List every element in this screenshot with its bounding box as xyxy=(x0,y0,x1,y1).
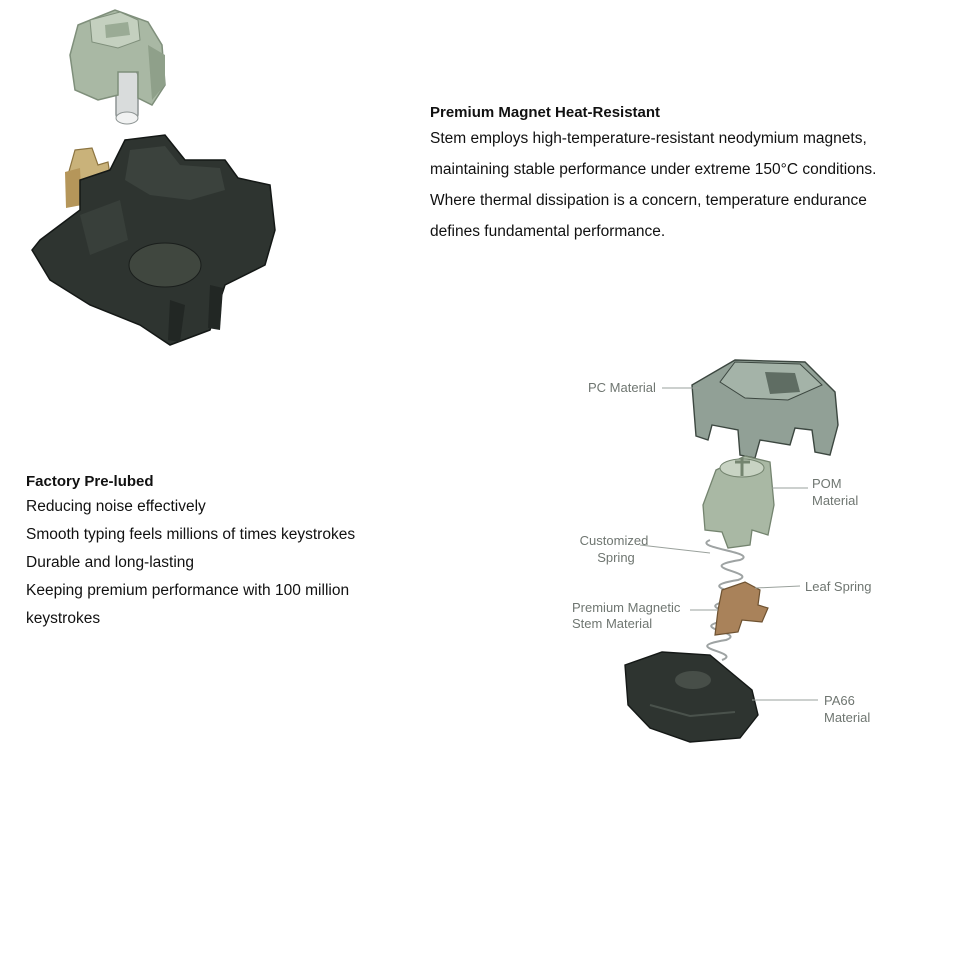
feature-magnet-line: Where thermal dissipation is a concern, temperature endurance xyxy=(430,192,867,209)
spring-leader xyxy=(640,545,710,553)
feature-lube-line: keystrokes xyxy=(26,610,101,627)
feature-magnet-line: defines fundamental performance. xyxy=(430,223,666,240)
leaf-spring-icon xyxy=(715,582,768,635)
feature-lube-line: Keeping premium performance with 100 million xyxy=(26,582,350,599)
feature-magnet-heading: Premium Magnet Heat-Resistant xyxy=(430,104,661,121)
feature-magnet-line: Stem employs high-temperature-resistant neodymium magnets, xyxy=(430,130,867,147)
label-magnetic-line2: Stem Material xyxy=(572,616,653,631)
label-pom-line1: POM xyxy=(812,476,842,491)
leaf-spring-leader xyxy=(755,586,800,588)
feature-lube-heading: Factory Pre-lubed xyxy=(26,473,154,490)
bottom-housing-icon xyxy=(32,135,275,345)
switch-render-partial xyxy=(20,0,320,350)
label-spring-line1: Customized xyxy=(579,533,649,548)
label-pa66-line1: PA66 xyxy=(824,693,855,708)
feature-magnet-line: maintaining stable performance under extreme 150°C conditions. xyxy=(430,161,877,178)
top-housing-icon xyxy=(692,360,838,458)
exploded-switch-diagram xyxy=(540,340,960,760)
label-pc-material: PC Material xyxy=(588,380,656,395)
magnet-shaft-icon xyxy=(116,70,138,124)
feature-lube-line: Smooth typing feels millions of times keystrokes xyxy=(26,526,356,543)
label-pom-line2: Material xyxy=(812,493,859,508)
label-leaf-spring: Leaf Spring xyxy=(805,579,872,594)
label-magnetic-line1: Premium Magnetic xyxy=(572,600,681,615)
feature-lube-line: Durable and long-lasting xyxy=(26,554,195,571)
feature-lube-line: Reducing noise effectively xyxy=(26,498,206,515)
feature-lube-block xyxy=(26,473,386,633)
bottom-housing-icon xyxy=(625,652,758,742)
stem-icon xyxy=(703,456,774,548)
label-spring-line2: Spring xyxy=(597,550,635,565)
label-pa66-line2: Material xyxy=(824,710,871,725)
feature-magnet-block xyxy=(430,104,950,247)
stem-icon xyxy=(70,10,165,105)
